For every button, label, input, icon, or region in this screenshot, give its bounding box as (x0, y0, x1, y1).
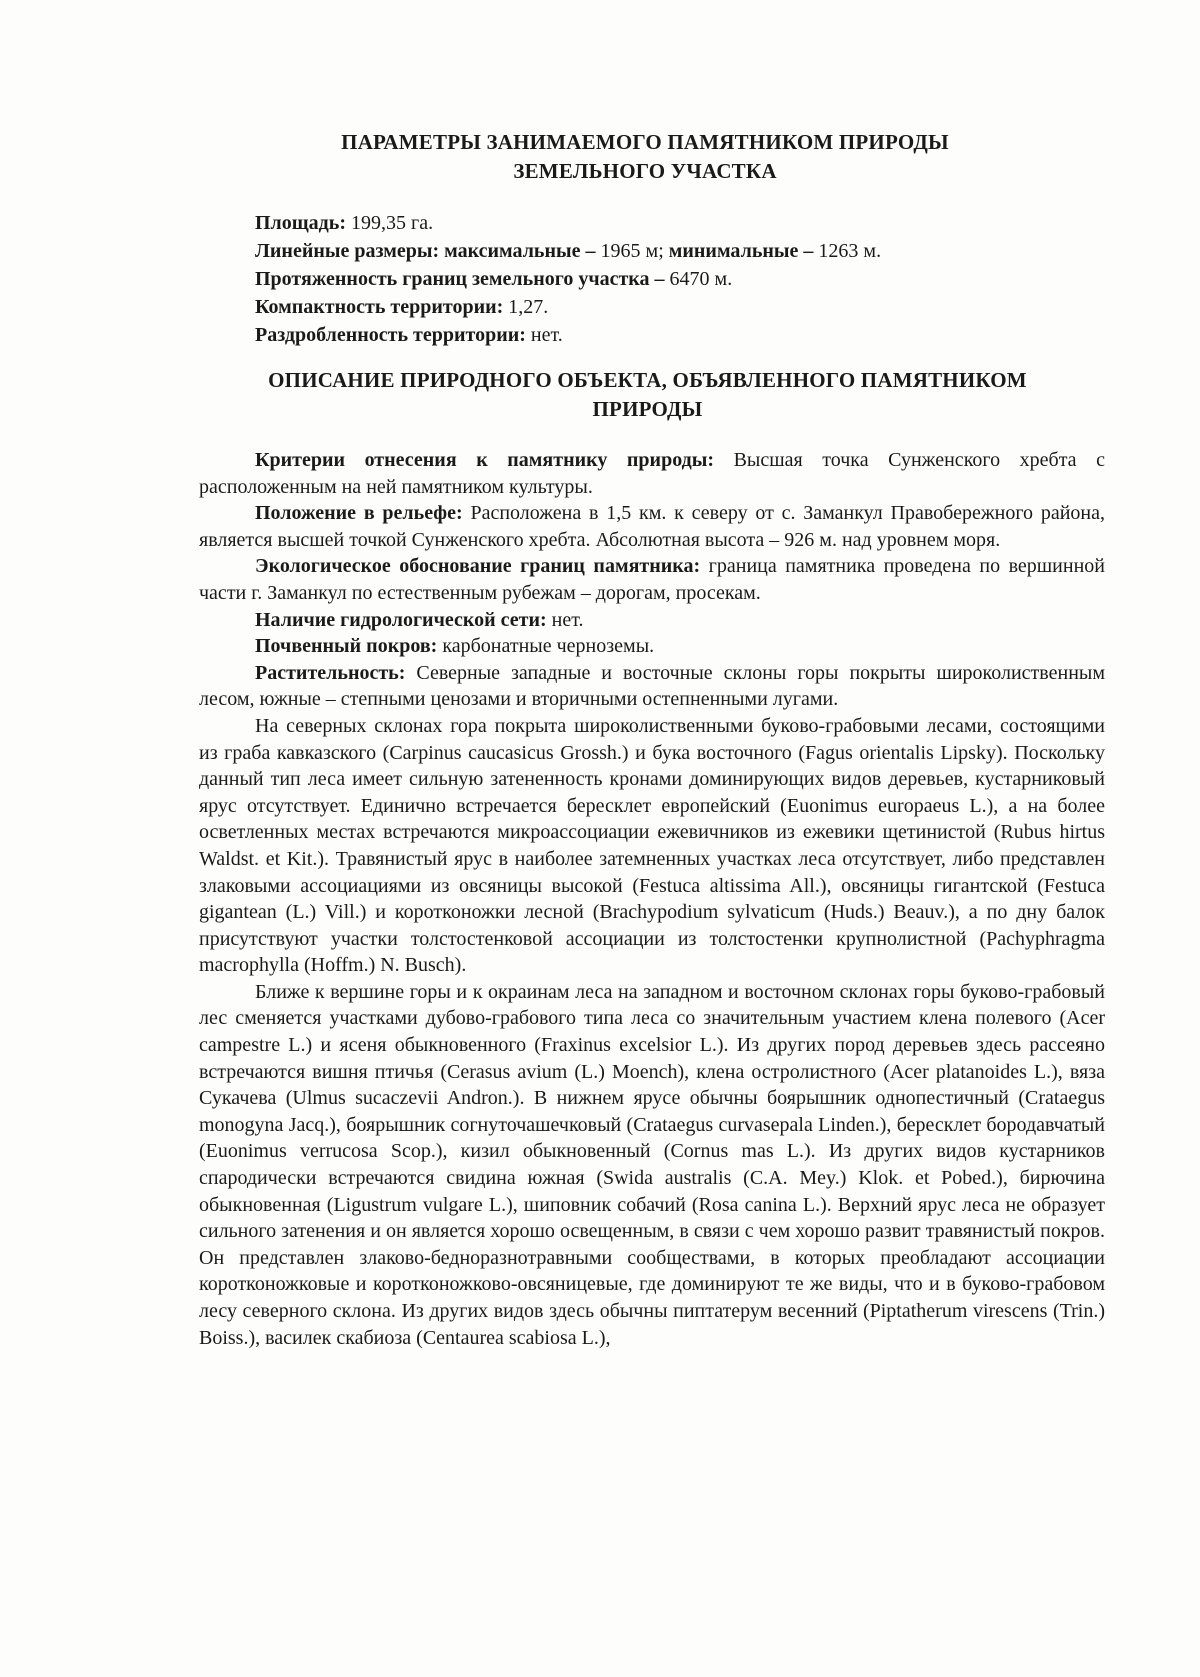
fragmentation-label: Раздробленность территории: (255, 324, 526, 346)
heading-line: ПАРАМЕТРЫ ЗАНИМАЕМОГО ПАМЯТНИКОМ ПРИРОДЫ (341, 130, 949, 154)
vegetation-paragraph (199, 660, 1105, 713)
compactness-value: 1,27. (503, 296, 549, 318)
north-slope-paragraph: На северных склонах гора покрыта широколиственными буково-грабовыми лесами, состоящими из граба кавказского (Carpinus caucasicus Grossh.) и бука восточного (Fagus orientalis Lipsky). Поскольку данный тип леса имеет сильную затененность кронами доминирующих видов деревьев, кустарниковый ярус отсутствует. Единично встречается бересклет европейский (Euonimus europaeus L.), а на более осветленных местах встречаются микроассоциации ежевичников из ежевики щетинистой (Rubus hirtus Waldst. et Kit.). Травянистый ярус в наиболее затемненных участках леса отсутствует, либо представлен злаковыми ассоциациями из овсяницы высокой (Festuca altissima All.), овсяницы гигантской (Festuca gigantean (L.) Vill.) и коротконожки лесной (Brachypodium sylvaticum (Huds.) Beauv.), а по дну балок присутствуют участки толстостенковой ассоциации из толстостенки крупнолистной (Pachyphragma macrophylla (Hoffm.) N. Busch). (199, 714, 1105, 977)
soil-text: карбонатные черноземы. (437, 635, 655, 658)
criteria-paragraph (199, 447, 1105, 500)
criteria-label: Критерии отнесения к памятнику природы: (255, 449, 715, 471)
relief-text: Расположена в 1,5 км. к северу от с. Заманкул Правобережного района, является высшей точкой Сунженского хребта. Абсолютная высота – 926 м. над уровнем моря. (199, 502, 1105, 551)
area-row (255, 209, 1105, 237)
summit-paragraph: Ближе к вершине горы и к окраинам леса на западном и восточном склонах горы буково-грабовый лес сменяется участками дубово-грабового типа леса со значительным участием клена полевого (Acer campestre L.) и ясеня обыкновенного (Fraxinus excelsior L.). Из других пород деревьев здесь рассеяно встречаются вишня птичья (Cerasus avium (L.) Moench), клена остролистного (Acer platanoides L.), вяза Сукачева (Ulmus sucaczevii Andron.). В нижнем ярусе обычны боярышник однопестичный (Crataegus monogyna Jacq.), боярышник согнуточашечковый (Crataegus curvasepala Linden.), бересклет бородавчатый (Euonimus verrucosa Scop.), кизил обыкновенный (Cornus mas L.). Из других видов кустарников спародически встречаются свидина южная (Swida australis (C.A. Mey.) Klok. et Pobed.), бирючина обыкновенная (Ligustrum vulgare L.), шиповник собачий (Rosa canina L.). Верхний ярус леса не образует сильного затенения и он является хорошо освещенным, в связи с чем хорошо развит травянистый покров. Он представлен злаково-беднoразнотравными сообществами, в которых преобладают ассоциации коротконожковые и коротконожково-овсяницевые, где доминируют те же виды, что и в буково-грабовом лесу северного склона. Из других видов здесь обычны пиптатерум весенний (Piptatherum virescens (Trin.) Boiss.), василек скабиоза (Centaurea scabiosa L.), (199, 980, 1105, 1349)
area-value: 199,35 га. (346, 212, 434, 234)
hydro-label: Наличие гидрологической сети: (255, 608, 547, 631)
relief-label: Положение в рельефе: (255, 502, 463, 525)
heading-line: ПРИРОДЫ (592, 397, 703, 421)
perimeter-row (255, 265, 1105, 293)
borders-paragraph (199, 553, 1105, 606)
section-heading-description (190, 366, 1105, 424)
hydro-paragraph (199, 607, 1105, 634)
soil-label: Почвенный покров: (255, 635, 438, 658)
criteria-text: Высшая точка Сунженского хребта с расположенным на ней памятником культуры. (199, 449, 1105, 498)
linear-size-label: Линейные размеры: максимальные – (255, 240, 596, 262)
relief-paragraph (199, 500, 1105, 553)
heading-line: ОПИСАНИЕ ПРИРОДНОГО ОБЪЕКТА, ОБЪЯВЛЕННОГО ПАМЯТНИКОМ (268, 368, 1027, 392)
fragmentation-value: нет. (525, 324, 563, 346)
soil-paragraph (199, 633, 1105, 660)
vegetation-text: Северные западные и восточные склоны горы покрыты широколиственным лесом, южные – степными ценозами и вторичными остепненными лугами. (199, 661, 1105, 711)
borders-label: Экологическое обоснование границ памятника: (255, 555, 701, 578)
linear-size-max: 1965 м; (595, 240, 669, 262)
fragmentation-row (255, 321, 1105, 349)
parameters-list (255, 209, 1105, 349)
compactness-row (255, 293, 1105, 321)
description-body (199, 447, 1105, 1351)
perimeter-label: Протяженность границ земельного участка – (255, 268, 665, 290)
borders-text: граница памятника проведена по вершинной части г. Заманкул по естественным рубежам – дорогам, просекам. (199, 555, 1105, 604)
linear-size-min: 1263 м. (813, 240, 882, 262)
heading-line: ЗЕМЕЛЬНОГО УЧАСТКА (513, 159, 777, 183)
area-label: Площадь: (255, 212, 347, 234)
linear-size-row (255, 237, 1105, 265)
section-heading-parameters (230, 128, 1060, 186)
compactness-label: Компактность территории: (255, 296, 504, 318)
linear-size-min-label: минимальные – (668, 240, 814, 262)
vegetation-label: Растительность: (255, 661, 406, 684)
perimeter-value: 6470 м. (664, 268, 733, 290)
hydro-text: нет. (546, 608, 584, 631)
